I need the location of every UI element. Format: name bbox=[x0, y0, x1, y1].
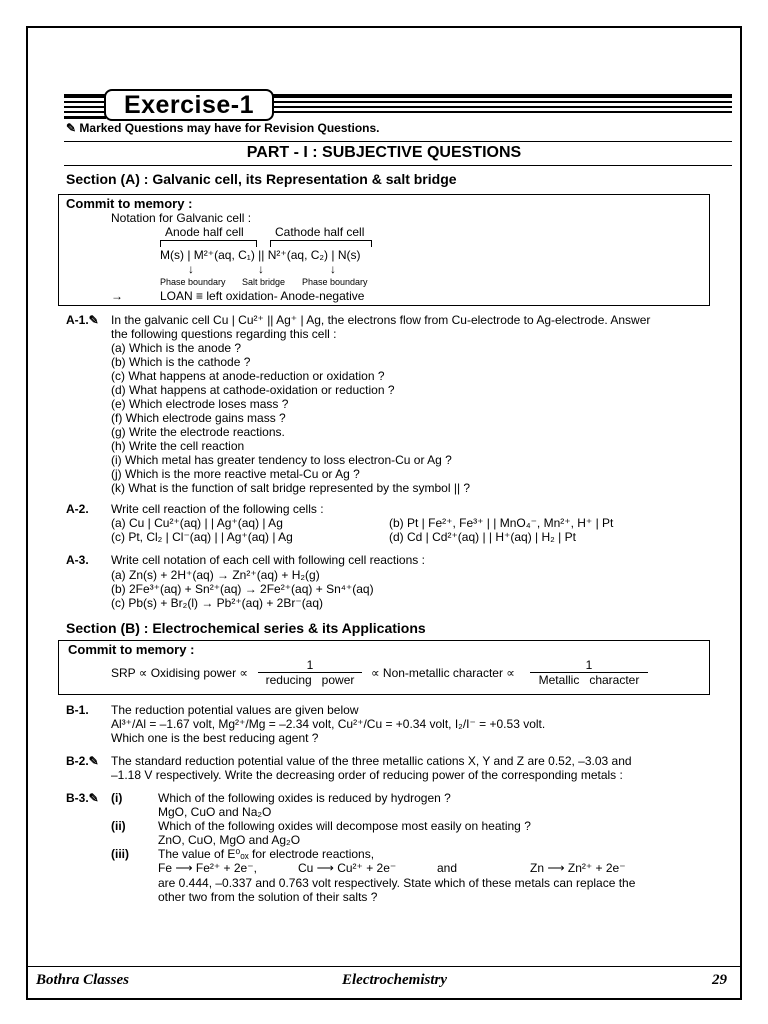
pencil-icon: ✎ bbox=[88, 791, 99, 805]
notation-label: Notation for Galvanic cell : bbox=[111, 211, 252, 225]
list-item: (c) What happens at anode-reduction or oxidation ? bbox=[111, 369, 385, 383]
phase-boundary-1: Phase boundary bbox=[160, 277, 226, 287]
marked-note: ✎ Marked Questions may have for Revision Questions. bbox=[66, 121, 380, 135]
cathode-half-label: Cathode half cell bbox=[275, 225, 365, 239]
down-arrow-3: ↓ bbox=[330, 262, 336, 276]
b3-iii-line3: are 0.444, –0.337 and 0.763 volt respectively. State which of these metals can replace the bbox=[158, 876, 636, 890]
a1-intro-line1: In the galvanic cell Cu | Cu²⁺ || Ag⁺ | Ag, the electrons flow from Cu-electrode to Ag-electrode. Answer bbox=[111, 313, 651, 327]
loan-text: LOAN ≡ left oxidation- Anode-negative bbox=[160, 289, 365, 303]
list-item: (i) Which metal has greater tendency to loss electron-Cu or Ag ? bbox=[111, 453, 452, 467]
nonmetal-text: ∝ Non-metallic character ∝ bbox=[371, 666, 515, 680]
list-item: (h) Write the cell reaction bbox=[111, 439, 245, 453]
exercise-title: Exercise-1 bbox=[104, 89, 274, 121]
list-item: (b) 2Fe³⁺(aq) + Sn²⁺(aq) → 2Fe²⁺(aq) + Sn⁴⁺(aq) bbox=[111, 582, 374, 596]
b3-i-line2: MgO, CuO and Na₂O bbox=[158, 805, 272, 819]
loan-arrow: → bbox=[111, 289, 123, 303]
fraction-numerator: 1 bbox=[530, 658, 648, 673]
a2-item-a: (a) Cu | Cu²⁺(aq) | | Ag⁺(aq) | Ag bbox=[111, 516, 283, 530]
anode-half-label: Anode half cell bbox=[165, 225, 244, 239]
question-label-b2: B-2.✎ bbox=[66, 754, 99, 768]
b3-ii-label: (ii) bbox=[111, 819, 126, 833]
divider-top bbox=[64, 141, 732, 142]
fraction-reducing-power bbox=[258, 658, 362, 687]
a2-item-b: (b) Pt | Fe²⁺, Fe³⁺ | | MnO₄⁻, Mn²⁺, H⁺ | Pt bbox=[389, 516, 614, 530]
b3-iii-label: (iii) bbox=[111, 847, 129, 861]
list-item: (b) Which is the cathode ? bbox=[111, 355, 251, 369]
footer-center: Electrochemistry bbox=[342, 972, 447, 988]
srp-text: SRP ∝ Oxidising power ∝ bbox=[111, 666, 248, 680]
b3-iii-reaction-zn: Zn ⟶ Zn²⁺ + 2e⁻ bbox=[530, 861, 626, 875]
list-item: (j) Which is the more reactive metal-Cu or Ag ? bbox=[111, 467, 360, 481]
b1-line1: The reduction potential values are given below bbox=[111, 703, 359, 717]
question-label-a1: A-1.✎ bbox=[66, 313, 99, 327]
a2-item-d: (d) Cd | Cd²⁺(aq) | | H⁺(aq) | H₂ | Pt bbox=[389, 530, 576, 544]
down-arrow-1: ↓ bbox=[188, 262, 194, 276]
b2-line1: The standard reduction potential value of the three metallic cations X, Y and Z are 0.52, –3.03 and bbox=[111, 754, 632, 768]
footer-divider bbox=[28, 966, 740, 967]
a1-intro-line2: the following questions regarding this cell : bbox=[111, 327, 337, 341]
b3-i-label: (i) bbox=[111, 791, 123, 805]
down-arrow-2: ↓ bbox=[258, 262, 264, 276]
part-title: PART - I : SUBJECTIVE QUESTIONS bbox=[246, 144, 522, 161]
b2-line2: –1.18 V respectively. Write the decreasing order of reducing power of the corresponding metals : bbox=[111, 768, 623, 782]
question-label-b3: B-3.✎ bbox=[66, 791, 99, 805]
list-item: (g) Write the electrode reactions. bbox=[111, 425, 285, 439]
question-label-a3: A-3. bbox=[66, 553, 89, 567]
b3-iii-reaction-fe: Fe ⟶ Fe²⁺ + 2e⁻, bbox=[158, 861, 257, 875]
pencil-icon: ✎ bbox=[88, 754, 99, 768]
section-b-title: Section (B) : Electrochemical series & its Applications bbox=[66, 620, 426, 636]
a2-item-c: (c) Pt, Cl₂ | Cl⁻(aq) | | Ag⁺(aq) | Ag bbox=[111, 530, 293, 544]
a2-intro: Write cell reaction of the following cells : bbox=[111, 502, 324, 516]
b1-line3: Which one is the best reducing agent ? bbox=[111, 731, 319, 745]
anode-bracket bbox=[160, 240, 257, 247]
salt-bridge-label: Salt bridge bbox=[242, 277, 286, 287]
pencil-icon: ✎ bbox=[66, 121, 77, 135]
b3-iii-reaction-cu: Cu ⟶ Cu²⁺ + 2e⁻ bbox=[298, 861, 397, 875]
fraction-metallic-character bbox=[530, 658, 648, 687]
list-item: (f) Which electrode gains mass ? bbox=[111, 411, 286, 425]
phase-boundary-2: Phase boundary bbox=[302, 277, 368, 287]
b3-iii-and: and bbox=[437, 861, 458, 875]
b3-iii-line4: other two from the solution of their salts ? bbox=[158, 890, 378, 904]
question-label-b1: B-1. bbox=[66, 703, 89, 717]
b3-iii-line1: The value of E⁰ₒₓ for electrode reactions, bbox=[158, 847, 375, 861]
question-label-a2: A-2. bbox=[66, 502, 89, 516]
list-item: (a) Which is the anode ? bbox=[111, 341, 242, 355]
divider-bottom bbox=[64, 165, 732, 166]
cell-notation: M(s) | M²⁺(aq, C₁) || N²⁺(aq, C₂) | N(s) bbox=[160, 248, 361, 262]
list-item: (k) What is the function of salt bridge represented by the symbol || ? bbox=[111, 481, 471, 495]
footer-left: Bothra Classes bbox=[36, 972, 129, 988]
commit-title-a: Commit to memory : bbox=[66, 196, 193, 211]
list-item: (c) Pb(s) + Br₂(l) → Pb²⁺(aq) + 2Br⁻(aq) bbox=[111, 596, 324, 610]
list-item: (a) Zn(s) + 2H⁺(aq) → Zn²⁺(aq) + H₂(g) bbox=[111, 568, 320, 582]
commit-title-b: Commit to memory : bbox=[68, 642, 195, 657]
b3-ii-line2: ZnO, CuO, MgO and Ag₂O bbox=[158, 833, 301, 847]
b3-i-line1: Which of the following oxides is reduced by hydrogen ? bbox=[158, 791, 451, 805]
pencil-icon: ✎ bbox=[88, 313, 99, 327]
a3-intro: Write cell notation of each cell with following cell reactions : bbox=[111, 553, 425, 567]
b1-line2: Al³⁺/Al = –1.67 volt, Mg²⁺/Mg = –2.34 volt, Cu²⁺/Cu = +0.34 volt, I₂/I⁻ = +0.53 volt. bbox=[111, 717, 546, 731]
section-a-title: Section (A) : Galvanic cell, its Representation & salt bridge bbox=[66, 171, 457, 187]
b3-ii-line1: Which of the following oxides will decompose most easily on heating ? bbox=[158, 819, 531, 833]
fraction-denominator: reducing power bbox=[265, 673, 355, 687]
a3-items bbox=[111, 568, 374, 610]
a1-items bbox=[111, 341, 470, 495]
list-item: (d) What happens at cathode-oxidation or reduction ? bbox=[111, 383, 395, 397]
fraction-denominator: Metallic character bbox=[538, 673, 640, 687]
page-number: 29 bbox=[712, 972, 727, 988]
cathode-bracket bbox=[270, 240, 372, 247]
list-item: (e) Which electrode loses mass ? bbox=[111, 397, 289, 411]
fraction-numerator: 1 bbox=[258, 658, 362, 673]
